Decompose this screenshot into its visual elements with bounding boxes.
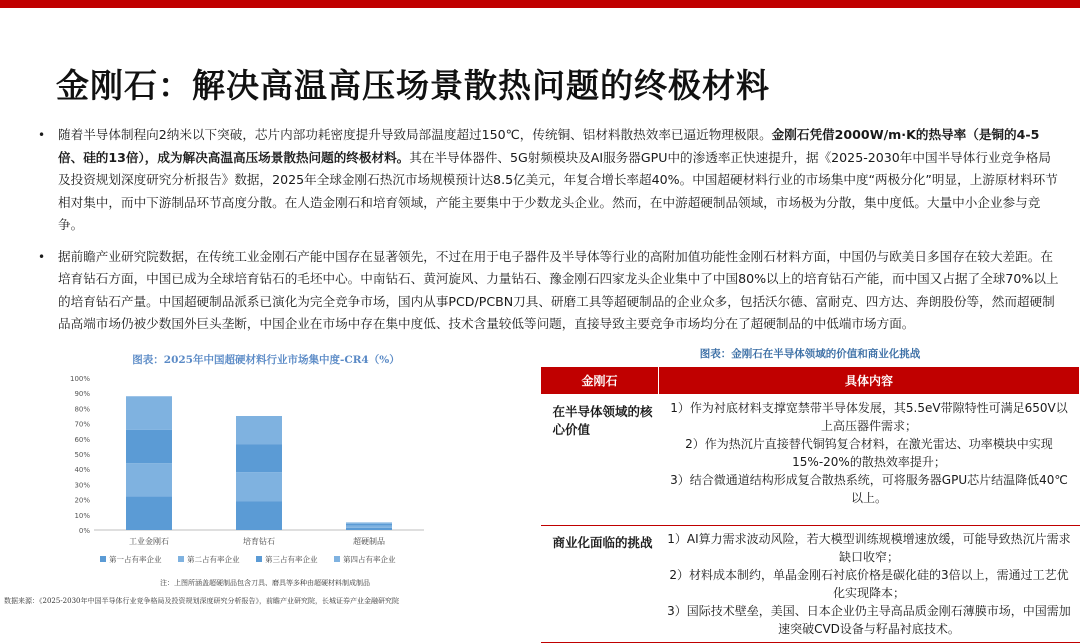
bar-segment xyxy=(236,501,282,530)
table-header-diamond: 金刚石 xyxy=(541,367,659,395)
y-tick-label: 80% xyxy=(74,405,90,414)
bar-segment xyxy=(346,528,392,530)
legend-swatch xyxy=(256,556,262,562)
table-item: 3）结合微通道结构形成复合散热系统，可将服务器GPU芯片结温降低40℃以上。 xyxy=(670,473,1068,505)
row-head-challenges: 商业化面临的挑战 xyxy=(541,526,659,643)
legend-label: 第四占有率企业 xyxy=(343,555,396,564)
table-item: 1）AI算力需求波动风险，若大模型训练规模增速放缓，可能导致热沉片需求缺口收窄； xyxy=(667,532,1071,564)
body-text xyxy=(36,124,1062,345)
top-accent-bar xyxy=(0,0,1080,8)
legend-label: 第一占有率企业 xyxy=(109,555,162,564)
bar-segment xyxy=(126,396,172,429)
row-head-core-value: 在半导体领域的核心价值 xyxy=(541,395,659,526)
table-header-content: 具体内容 xyxy=(659,367,1080,395)
bar-segment xyxy=(126,463,172,496)
paragraph-2-body: 据前瞻产业研究院数据，在传统工业金刚石产能中国存在显著领先，不过在用于电子器件及半导体等行业的高附加值功能性金刚石材料方面，中国仍与欧美日多国存在较大差距。在培育钻石方面，中国已成为全球培育钻石的毛坯中心。中南钻石、黄河旋风、力量钻石、豫金刚石四家龙头企业集中了中国80%以上的培育钻石产能，而中国又占据了全球70%以上的培育钻石产量。中国超硬制品派系已演化为完全竞争市场，国内从事PCD/PCBN刀具、研磨工具等超硬制品的企业众多，包括沃尔德、富耐克、四方达、奔朗股份等，然而超硬制品高端市场仍被少数国外巨头垄断，中国企业在市场中存在集中度低、技术含量较低等问题，直接导致主要竞争市场均分在了超硬制品的中低端市场方面。 xyxy=(58,248,1059,331)
bullet-icon: • xyxy=(38,128,46,142)
y-tick-label: 0% xyxy=(78,527,90,535)
paragraph-1 xyxy=(36,124,1062,237)
table-item: 3）国际技术壁垒，美国、日本企业仍主导高品质金刚石薄膜市场，中国需加速突破CVD设备与籽晶衬底技术。 xyxy=(667,604,1071,636)
legend-label: 第三占有率企业 xyxy=(265,555,318,564)
bar-segment xyxy=(236,444,282,472)
chart-caption: 图表：2025年中国超硬材料行业市场集中度-CR4（%） xyxy=(132,354,400,366)
diamond-value-table xyxy=(540,366,1080,643)
x-tick-label: 超硬制品 xyxy=(353,537,385,546)
y-tick-label: 70% xyxy=(74,420,90,429)
legend-swatch xyxy=(178,556,184,562)
y-tick-label: 60% xyxy=(74,435,90,444)
table-row xyxy=(541,526,1080,643)
bullet-icon: • xyxy=(38,249,46,264)
y-tick-label: 50% xyxy=(74,451,90,459)
table-item: 1）作为衬底材料支撑宽禁带半导体发展，其5.5eV带隙特性可满足650V以上高压器件需求； xyxy=(670,401,1068,433)
paragraph-1-highlight: 金刚石凭借2000W/m·K的热导率（是铜的4-5倍、硅的13倍），成为解决高温高压场景散热问题的终极材料。 xyxy=(58,127,1040,165)
paragraph-1-intro: 随着半导体制程向2纳米以下突破，芯片内部功耗密度提升导致局部温度超过150℃，传统铜、铝材料散热效率已逼近物理极限。 xyxy=(58,127,772,142)
paragraph-1-body: 其在半导体器件、5G射频模块及AI服务器GPU中的渗透率正快速提升，据《2025-2030年中国半导体行业竞争格局及投资规划深度研究分析报告》数据，2025年全球金刚石热沉市场规模预计达8.5亿美元，年复合增长率超40%。中国超硬材料行业的市场集中度“两极分化”明显，上游原材料环节相对集中，而中下游制品环节高度分散。在人造金刚石和培育领域，产能主要集中于少数龙头企业。然而，在中游超硬制品领域，市场极为分散，集中度低。大量中小企业参与竞争。 xyxy=(58,149,1058,232)
bar-segment xyxy=(126,430,172,463)
cr4-chart xyxy=(66,366,530,590)
bar-segment xyxy=(236,472,282,501)
bar-segment xyxy=(346,522,392,524)
x-tick-label: 培育钻石 xyxy=(243,537,275,546)
table-item: 2）作为热沉片直接替代铜钨复合材料，在激光雷达、功率模块中实现15%-20%的散热效率提升； xyxy=(685,437,1053,469)
page-title: 金刚石：解决高温高压场景散热问题的终极材料 xyxy=(56,66,770,105)
y-tick-label: 40% xyxy=(74,466,90,475)
legend-label: 第二占有率企业 xyxy=(187,555,240,564)
table-item: 2）材料成本制约，单晶金刚石衬底价格是碳化硅的3倍以上，需通过工艺优化实现降本； xyxy=(669,568,1069,600)
bar-segment xyxy=(346,524,392,526)
cr4-chart-svg xyxy=(66,366,530,590)
data-source: 数据来源：《2025-2030年中国半导体行业竞争格局及投资规划深度研究分析报告》，前瞻产业研究院，长城证券产业金融研究院 xyxy=(4,597,399,605)
x-tick-label: 工业金刚石 xyxy=(129,537,169,546)
y-tick-label: 90% xyxy=(74,390,90,399)
legend-swatch xyxy=(334,556,340,562)
y-tick-label: 30% xyxy=(74,481,90,490)
paragraph-2 xyxy=(36,246,1062,336)
chart-note: 注：上图所涵盖超硬制品包含刀具、磨具等多种由超硬材料制成制品 xyxy=(160,579,370,587)
bar-segment xyxy=(346,525,392,527)
legend-swatch xyxy=(100,556,106,562)
y-tick-label: 20% xyxy=(74,496,90,505)
bar-segment xyxy=(236,416,282,444)
row-content-core-value xyxy=(659,395,1080,526)
y-tick-label: 100% xyxy=(69,375,90,383)
bar-segment xyxy=(126,497,172,530)
row-content-challenges xyxy=(659,526,1080,643)
y-tick-label: 10% xyxy=(74,511,90,520)
table-row xyxy=(541,395,1080,526)
table-caption: 图表：金刚石在半导体领域的价值和商业化挑战 xyxy=(699,348,921,360)
